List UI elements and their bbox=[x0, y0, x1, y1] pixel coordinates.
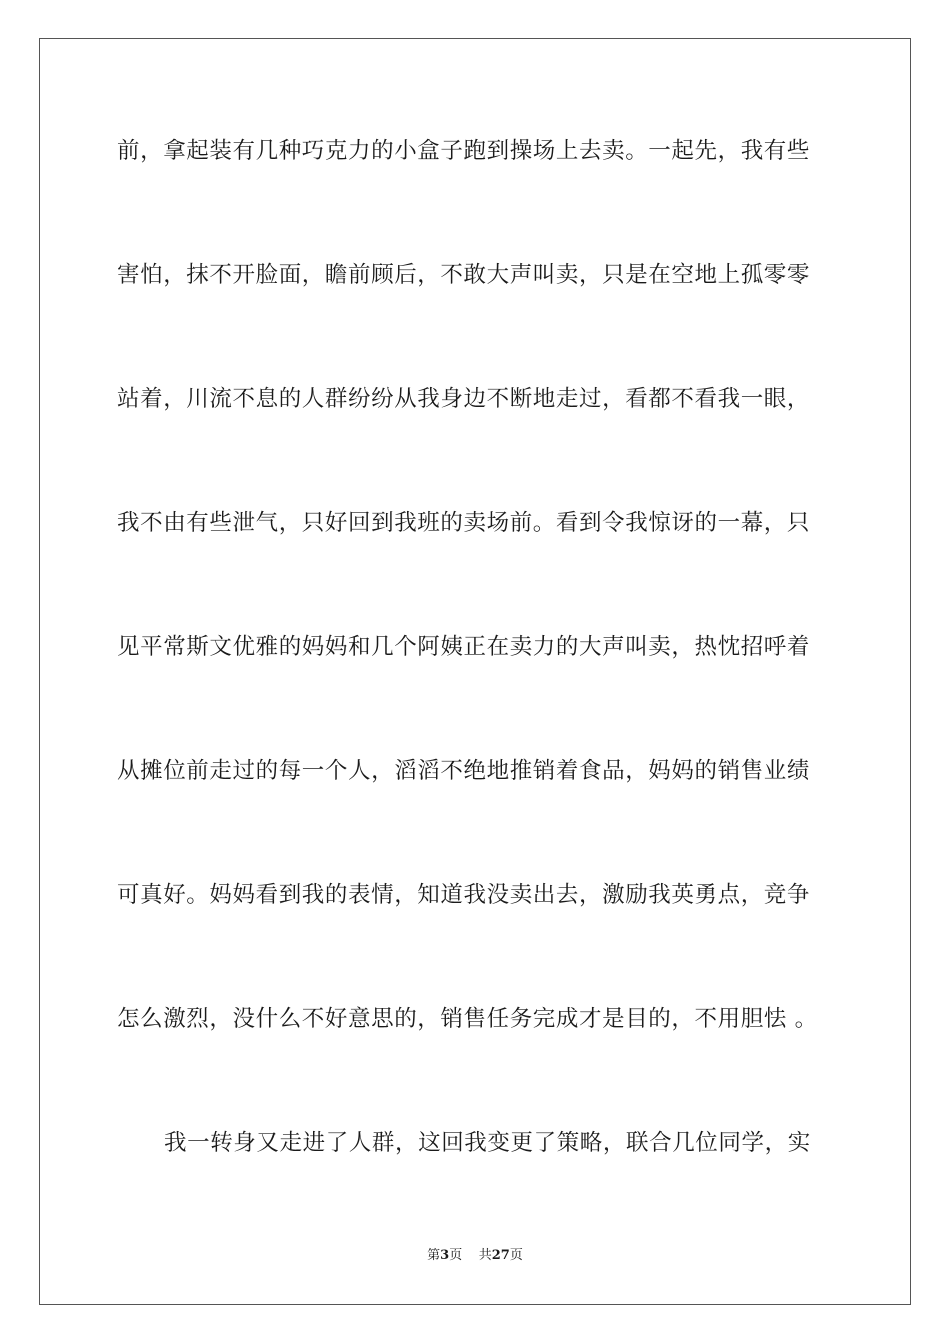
text-line: 站着，川流不息的人群纷纷从我身边不断地走过，看都不看我一眼， bbox=[117, 386, 811, 412]
text-line: 前，拿起装有几种巧克力的小盒子跑到操场上去卖。一起先，我有些 bbox=[117, 138, 811, 164]
text-line: 见平常斯文优雅的妈妈和几个阿姨正在卖力的大声叫卖，热忱招呼着 bbox=[117, 634, 811, 660]
page-indicator: 第3页 bbox=[427, 1248, 463, 1263]
page-border bbox=[39, 38, 911, 1305]
page-number: 3 bbox=[440, 1248, 450, 1263]
text-line: 可真好。妈妈看到我的表情，知道我没卖出去，激励我英勇点，竞争 bbox=[117, 882, 811, 908]
text-line: 怎么激烈，没什么不好意思的，销售任务完成才是目的，不用胆怯 。 bbox=[117, 1006, 818, 1032]
paragraph-start-line: 我一转身又走进了人群，这回我变更了策略，联合几位同学，实 bbox=[164, 1130, 811, 1156]
page-footer bbox=[0, 1247, 950, 1265]
text-line: 从摊位前走过的每一个人，滔滔不绝地推销着食品，妈妈的销售业绩 bbox=[117, 758, 811, 784]
total-pages: 27 bbox=[491, 1248, 510, 1263]
total-pages-indicator: 共27页 bbox=[478, 1248, 523, 1263]
text-line: 我不由有些泄气，只好回到我班的卖场前。看到令我惊讶的一幕，只 bbox=[117, 510, 811, 536]
text-line: 害怕，抹不开脸面，瞻前顾后，不敢大声叫卖，只是在空地上孤零零 bbox=[117, 262, 811, 288]
